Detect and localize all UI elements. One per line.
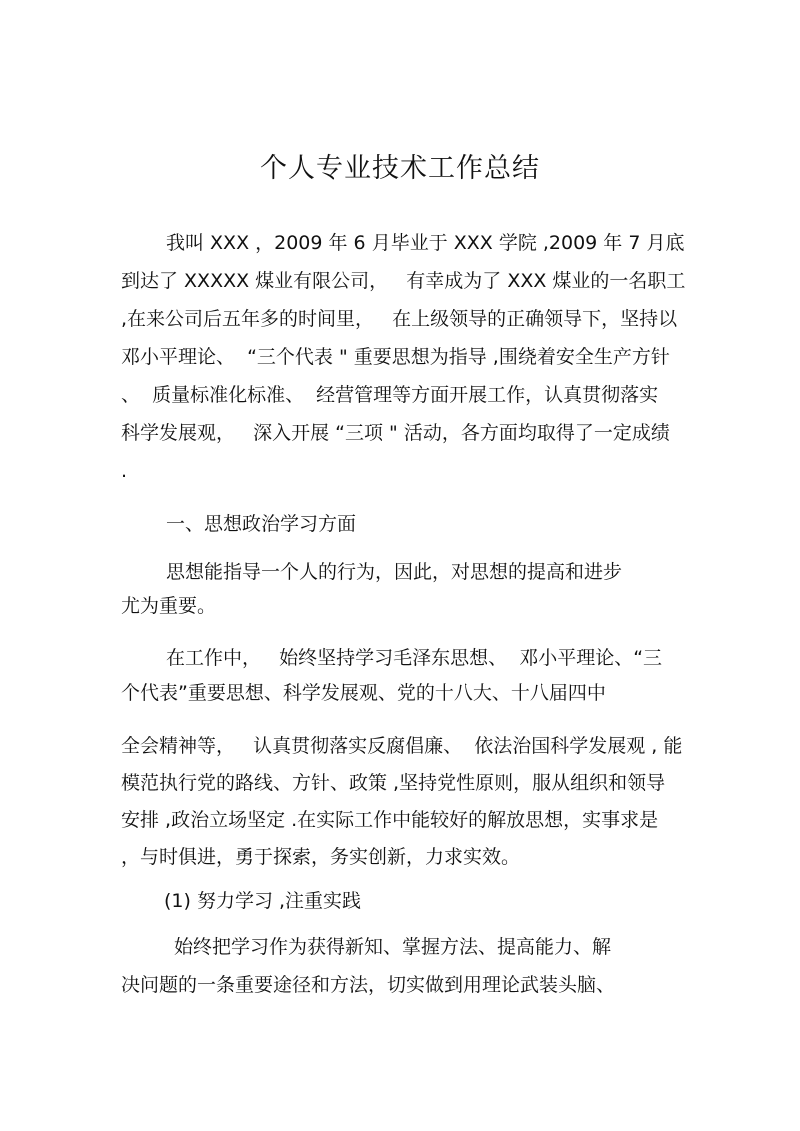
document-title: 个人专业技术工作总结: [260, 153, 540, 184]
text-line: 科学发展观， 深入开展 “三项 " 活动，各方面均取得了一定成绩: [121, 422, 670, 444]
text-line: ，与时俱进，勇于探索，务实创新，力求实效。: [121, 846, 521, 868]
text-line: 思想能指导一个人的行为，因此，对思想的提高和进步: [166, 561, 623, 583]
text-line: 邓小平理论、 “三个代表 " 重要思想为指导 ,围绕着安全生产方针: [121, 346, 670, 368]
text-line: 、 质量标准化标准、 经营管理等方面开展工作，认真贯彻落实: [121, 384, 659, 406]
text-line: .: [121, 460, 128, 482]
text-line: 安排 ,政治立场坚定 .在实际工作中能较好的解放思想，实事求是: [121, 809, 659, 831]
text-line: 全会精神等， 认真贯彻落实反腐倡廉、 依法治国科学发展观 , 能: [121, 735, 683, 757]
subsection-heading: (1) 努力学习 ,注重实践: [164, 890, 362, 912]
text-line: 我叫 XXX ，2009 年 6 月毕业于 XXX 学院 ,2009 年 7 月底: [166, 232, 685, 254]
text-line: 到达了 XXXXX 煤业有限公司， 有幸成为了 XXX 煤业的一名职工: [121, 270, 686, 292]
text-line: 在工作中， 始终坚持学习毛泽东思想、 邓小平理论、“三: [166, 647, 663, 669]
text-line: 个代表”重要思想、科学发展观、党的十八大、十八届四中: [121, 682, 606, 704]
text-line: 尤为重要。: [121, 595, 217, 617]
text-line: 模范执行党的路线、方针、政策 ,坚持党性原则，服从组织和领导: [121, 772, 666, 794]
text-line: 决问题的一条重要途径和方法，切实做到用理论武装头脑、: [121, 974, 616, 996]
text-line: ,在来公司后五年多的时间里， 在上级领导的正确领导下，坚持以: [121, 308, 678, 330]
text-line: 始终把学习作为获得新知、掌握方法、提高能力、解: [174, 936, 612, 958]
section-heading: 一、思想政治学习方面: [166, 513, 357, 535]
